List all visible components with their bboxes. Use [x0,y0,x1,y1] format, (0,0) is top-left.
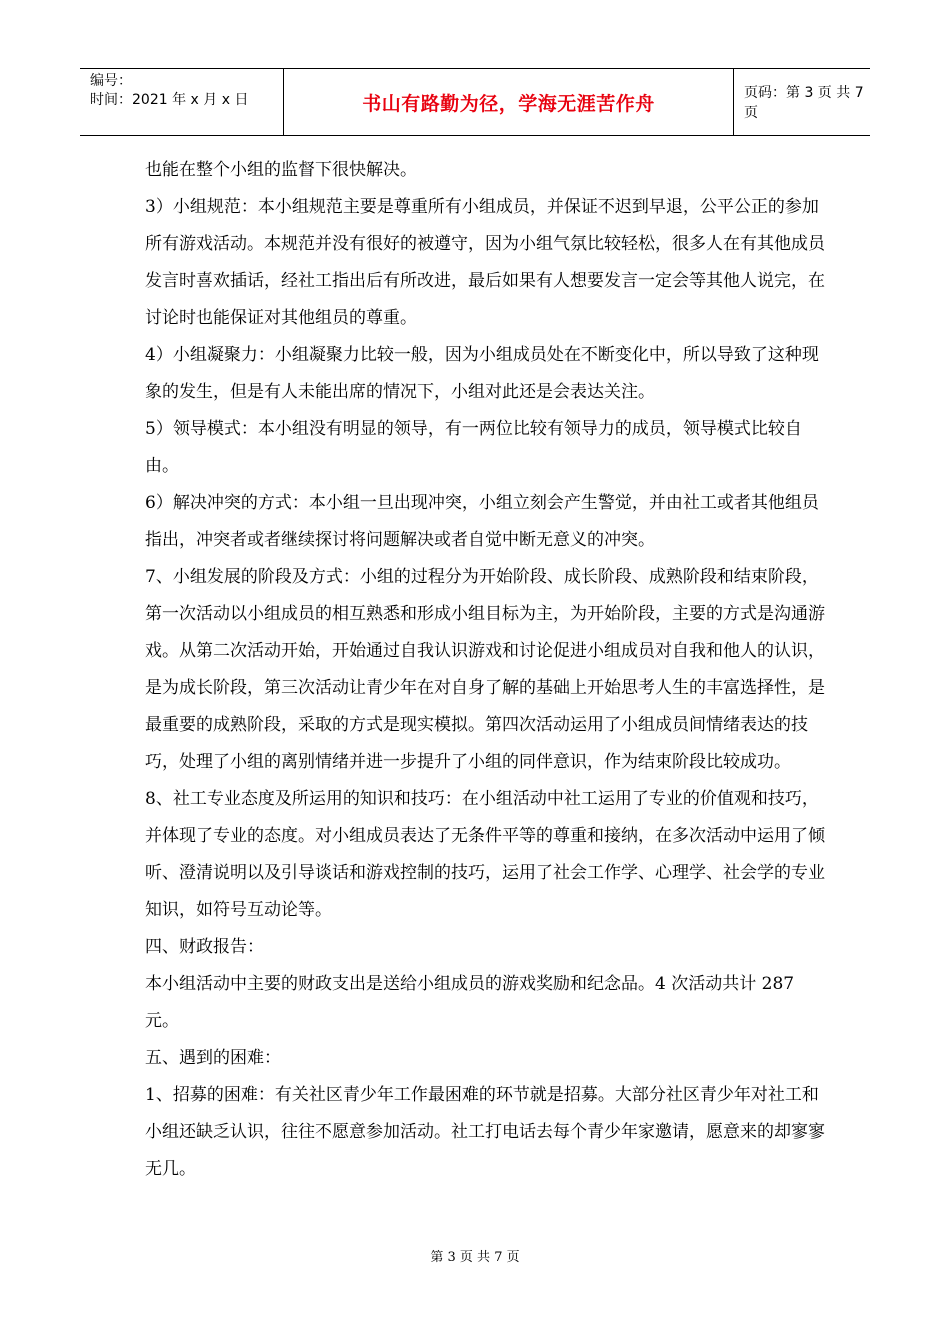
header-page-code: 页码：第 3 页 共 7 页 [744,85,864,121]
paragraph: 4）小组凝聚力：小组凝聚力比较一般，因为小组成员处在不断变化中，所以导致了这种现象的发生，但是有人未能出席的情况下，小组对此还是会表达关注。 [145,345,819,402]
time-label: 时间：2021 年 x 月 x 日 [90,92,249,108]
section-heading: 四、财政报告： [145,937,264,957]
header-meta [80,69,284,135]
paragraph: 7、小组发展的阶段及方式：小组的过程分为开始阶段、成长阶段、成熟阶段和结束阶段，第一次活动以小组成员的相互熟悉和形成小组目标为主，为开始阶段，主要的方式是沟通游戏。从第二次活动开始，开始通过自我认识游戏和讨论促进小组成员对自我和他人的认识，是为成长阶段，第三次活动让青少年在对自身了解的基础上开始思考人生的丰富选择性，是最重要的成熟阶段，采取的方式是现实模拟。第四次活动运用了小组成员间情绪表达的技巧，处理了小组的离别情绪并进一步提升了小组的同伴意识，作为结束阶段比较成功。 [145,567,825,772]
section-heading: 五、遇到的困难： [145,1048,281,1068]
document-header [80,68,870,136]
paragraph: 5）领导模式：本小组没有明显的领导，有一两位比较有领导力的成员，领导模式比较自由。 [145,419,802,476]
paragraph: 1、招募的困难：有关社区青少年工作最困难的环节就是招募。大部分社区青少年对社工和小组还缺乏认识，往往不愿意参加活动。社工打电话去每个青少年家邀请，愿意来的却寥寥无几。 [145,1085,825,1179]
paragraph: 本小组活动中主要的财政支出是送给小组成员的游戏奖励和纪念品。4 次活动共计 287 元。 [145,974,795,1031]
paragraph: 3）小组规范：本小组规范主要是尊重所有小组成员，并保证不迟到早退，公平公正的参加所有游戏活动。本规范并没有很好的被遵守，因为小组气氛比较轻松，很多人在有其他成员发言时喜欢插话，经社工指出后有所改进，最后如果有人想要发言一定会等其他人说完，在讨论时也能保证对其他组员的尊重。 [145,197,825,328]
header-motto: 书山有路勤为径，学海无涯苦作舟 [284,69,734,135]
code-label: 编号： [90,73,132,89]
paragraph: 也能在整个小组的监督下很快解决。 [145,160,417,180]
page-footer: 第 3 页 共 7 页 [430,1250,520,1265]
paragraph: 8、社工专业态度及所运用的知识和技巧：在小组活动中社工运用了专业的价值观和技巧，并体现了专业的态度。对小组成员表达了无条件平等的尊重和接纳，在多次活动中运用了倾听、澄清说明以及引导谈话和游戏控制的技巧，运用了社会工作学、心理学、社会学的专业知识，如符号互动论等。 [145,789,825,920]
document-body [145,152,825,1188]
paragraph: 6）解决冲突的方式：本小组一旦出现冲突，小组立刻会产生警觉，并由社工或者其他组员指出，冲突者或者继续探讨将问题解决或者自觉中断无意义的冲突。 [145,493,819,550]
